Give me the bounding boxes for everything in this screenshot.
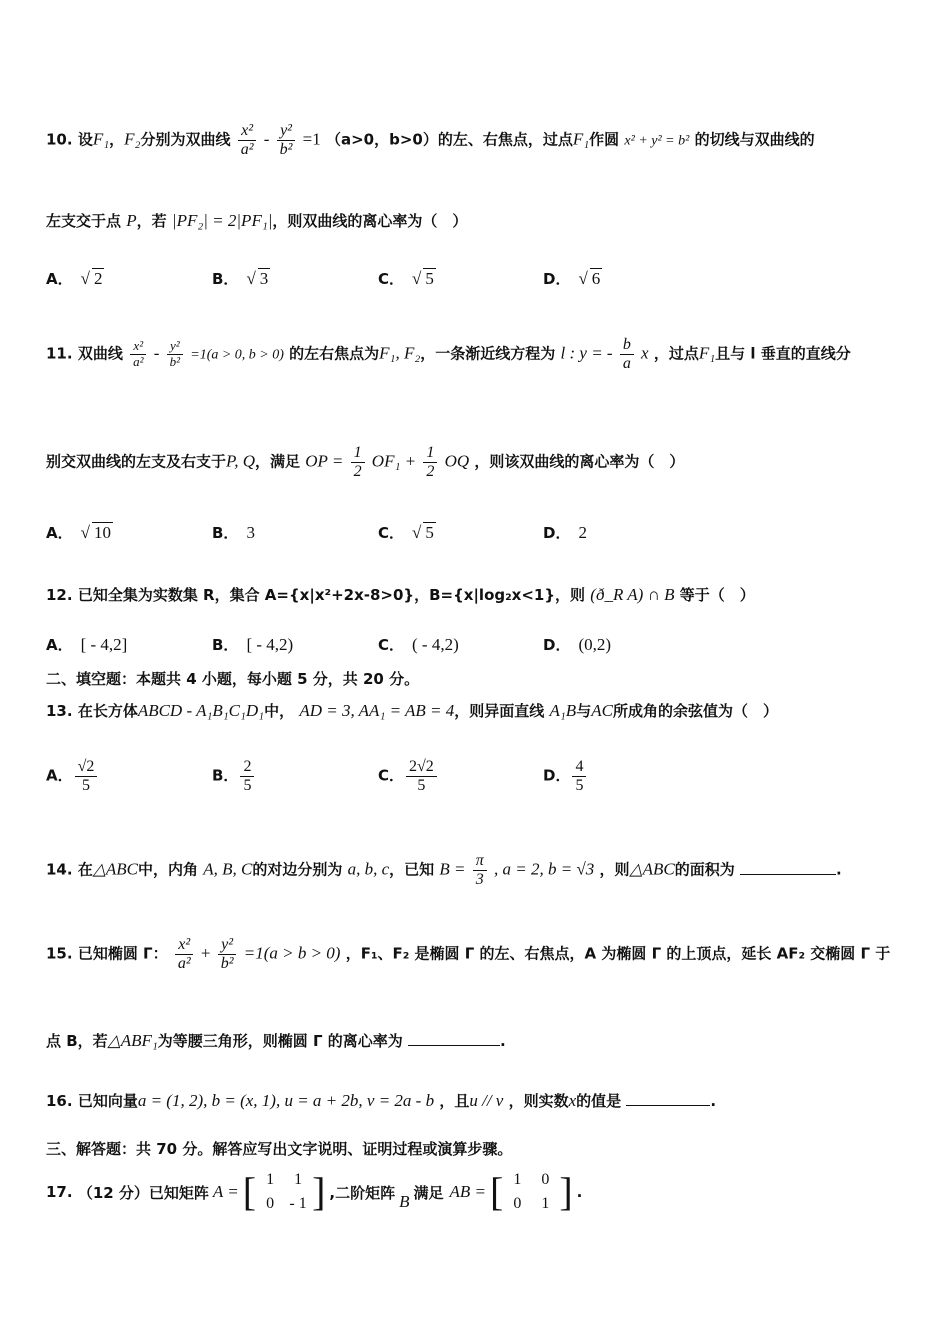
- q13-option-d: D． $\frac{4}{5}$: [543, 758, 588, 794]
- section-solution: 三、解答题：共 70 分。解答应写出文字说明、证明过程或演算步骤。: [46, 1140, 513, 1158]
- q11-option-a: A． √ 10: [46, 523, 111, 542]
- q10-option-d: D． √ 6: [543, 269, 601, 288]
- matrix-a: [ 1 1 0 - 1 ]: [242, 1169, 326, 1214]
- q13-option-a: A． $\frac{√2}{5}$: [46, 758, 99, 794]
- q15-line2: 点 B，若△ABF₁为等腰三角形，则椭圆 Γ 的离心率为 .: [46, 1031, 506, 1050]
- q10-line1: 10. 设F₁，F₂分别为双曲线 $\frac{\text{x²}}{\text{a²}}$ - $\frac{\text{y²}}{\text{b²}}$ =1 （a>0，b>0）的左、右焦点，过点F₁作圆 x² + y² = b² 的切线与双曲线的: [46, 122, 815, 158]
- q12-option-a: A． [ - 4,2]: [46, 635, 128, 654]
- q16-stem: 16. 已知向量a = (1, 2), b = (x, 1), u = a + 2b, v = 2a - b ，且u // v ，则实数x的值是 .: [46, 1091, 717, 1110]
- q11-line2: 别交双曲线的左支及右支于P, Q，满足 OP = $\frac{1}{2}$ OF₁ + $\frac{1}{2}$ OQ ，则该双曲线的离心率为（ ）: [46, 444, 685, 480]
- q10-option-b: B． √ 3: [212, 269, 269, 288]
- section-fill-in-blank: 二、填空题：本题共 4 小题，每小题 5 分，共 20 分。: [46, 670, 420, 688]
- q14-stem: 14. 在△ABC中，内角 A, B, C的对边分别为 a, b, c，已知 B = $\frac{\pi}{3}$ , a = 2, b = √3 ，则△ABC的面积为 .: [46, 852, 842, 888]
- q12-stem: 12. 已知全集为实数集 R，集合 A={x|x²+2x-8>0}，B={x|log₂x<1}，则 (ð_R A) ∩ B 等于（ ）: [46, 585, 755, 604]
- q11-line1: 11. 双曲线 $\frac{\text{x²}}{\text{a²}}$ - $\frac{\text{y²}}{\text{b²}}$ =1(a > 0, b > 0) 的左右焦点为F₁, F₂，一条渐近线方程为 l : y = - $\frac{b}{a}$ x ，过点F₁且与 l 垂直的直线分: [46, 336, 851, 372]
- q17-stem: 17. （12 分）已知矩阵 A = [ 1 1 0 - 1 ] ,二阶矩阵 B 满足 AB = [ 1 0 0 1 ] .: [46, 1169, 583, 1214]
- q10-option-a: A． √ 2: [46, 269, 103, 288]
- q11-option-b: B． 3: [212, 523, 255, 542]
- q12-option-b: B． [ - 4,2): [212, 635, 294, 654]
- q10-frac-x: $\frac{\text{x²}}{\text{a²}}$: [238, 122, 257, 158]
- q12-option-c: C． ( - 4,2): [378, 635, 459, 654]
- q15-line1: 15. 已知椭圆 Γ： $\frac{\text{x²}}{\text{a²}}$ + $\frac{\text{y²}}{\text{b²}}$ =1(a > b > 0) ，F₁、F₂ 是椭圆 Γ 的左、右焦点，A 为椭圆 Γ 的上顶点，延长 AF₂ 交椭圆 Γ 于: [46, 936, 891, 972]
- q10-line2: 左支交于点 P，若 |PF₂| = 2|PF₁|，则双曲线的离心率为（ ）: [46, 211, 468, 230]
- q13-option-c: C． $\frac{2√2}{5}$: [378, 758, 439, 794]
- q15-answer-blank[interactable]: [408, 1045, 500, 1046]
- q10-option-c: C． √ 5: [378, 269, 434, 288]
- q10-frac-y: $\frac{\text{y²}}{\text{b²}}$: [277, 122, 296, 158]
- q16-answer-blank[interactable]: [626, 1105, 710, 1106]
- q13-stem: 13. 在长方体ABCD - A₁B₁C₁D₁中， AD = 3, AA₁ = AB = 4，则异面直线 A₁B与AC所成角的余弦值为（ ）: [46, 701, 778, 720]
- q12-option-d: D． (0,2): [543, 635, 612, 654]
- q11-option-c: C． √ 5: [378, 523, 434, 542]
- q11-option-d: D． 2: [543, 523, 587, 542]
- q14-answer-blank[interactable]: [740, 874, 836, 875]
- q13-option-b: B． $\frac{2}{5}$: [212, 758, 256, 794]
- matrix-identity: [ 1 0 0 1 ]: [490, 1169, 573, 1214]
